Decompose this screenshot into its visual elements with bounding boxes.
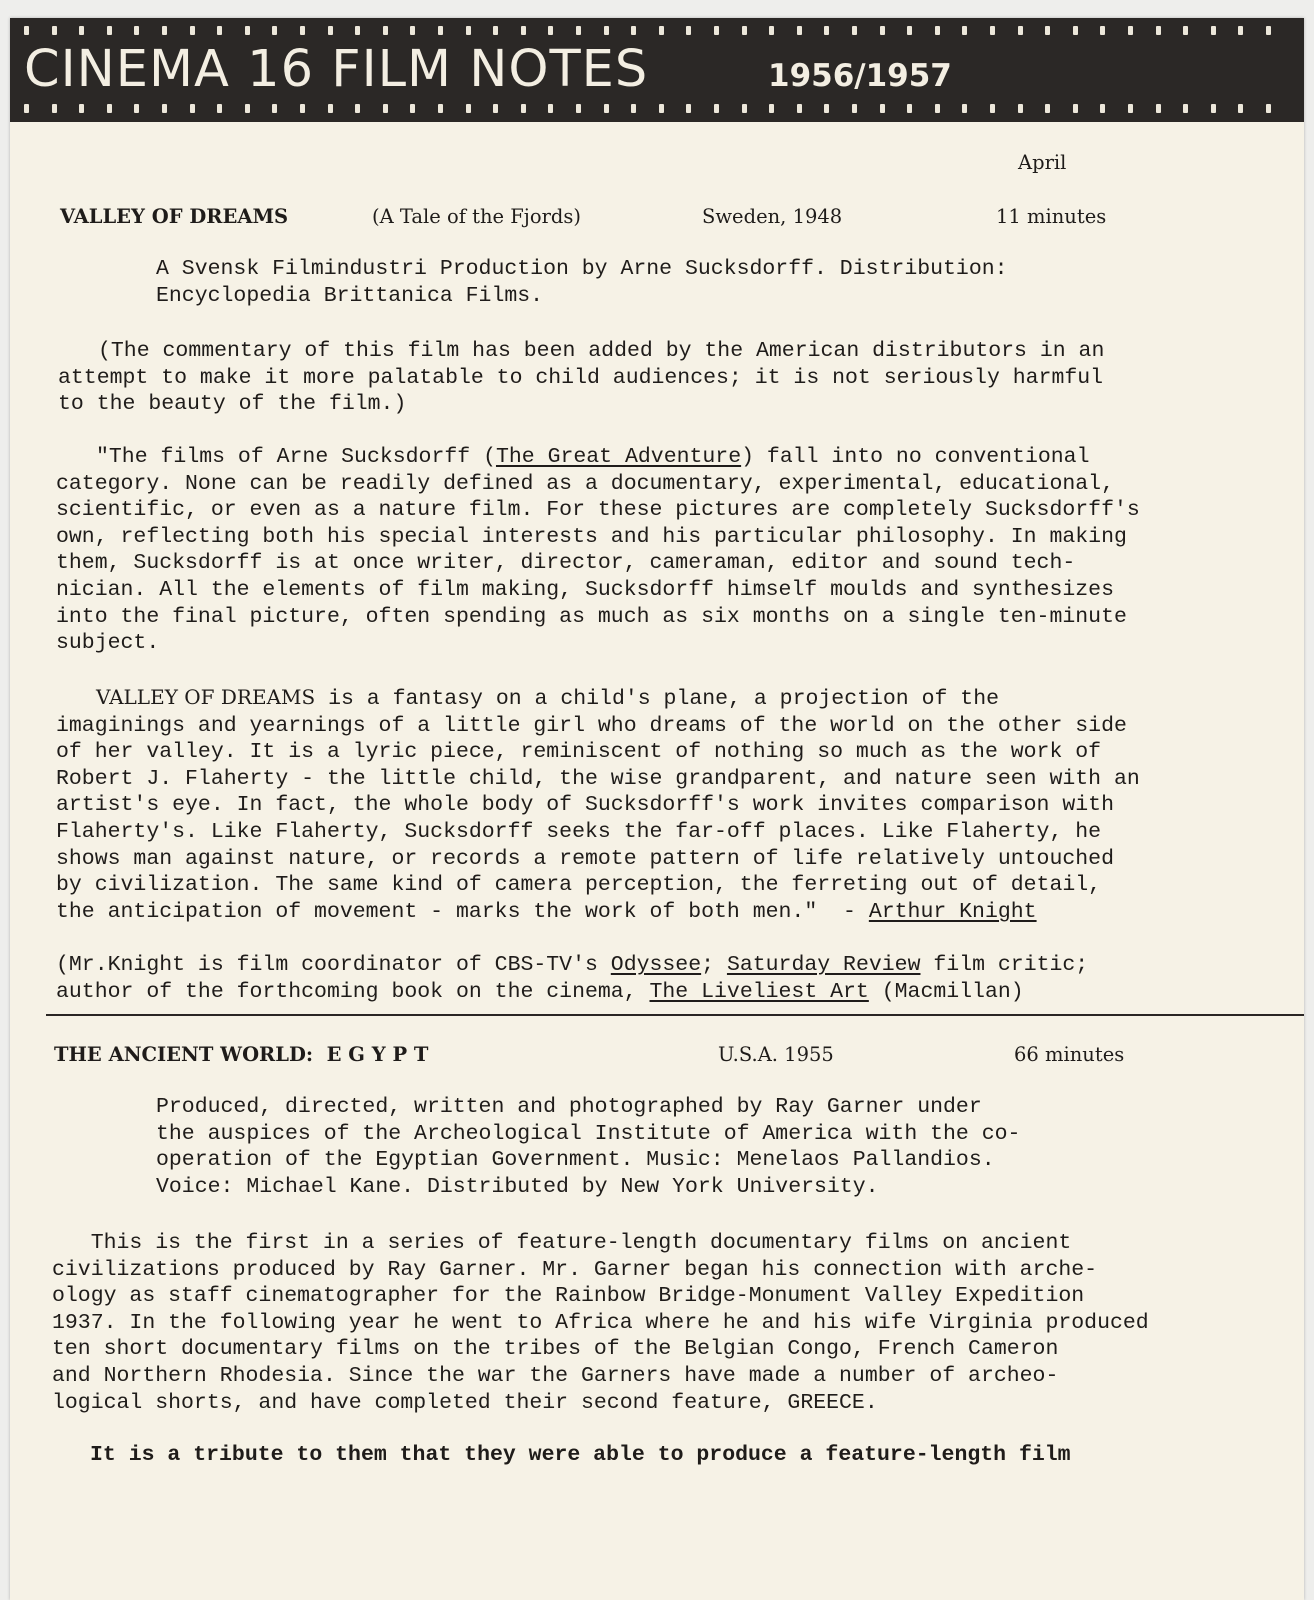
perforation-hole [742,26,747,35]
knight-quote-paragraph-1 [56,444,1140,657]
body-line: civilizations produced by Ray Garner. Mr. Garner began his connection with arche- [52,1257,1098,1282]
perforation-hole [272,26,277,35]
perforation-hole [576,26,581,35]
credits-line: operation of the Egyptian Government. Music: Menelaos Pallandios. [156,1148,995,1173]
author-note-line [56,979,1088,1006]
perforation-hole [162,104,167,113]
tv-show-reference: Odyssee [610,953,702,977]
quote-line: Flaherty's. Like Flaherty, Sucksdorff seeks the far-off places. Like Flaherty, he [56,819,1102,844]
perforation-hole [134,26,139,35]
perforation-hole [410,26,415,35]
perforation-hole [1183,104,1188,113]
perforation-hole [824,104,829,113]
perforation-hole [659,26,664,35]
quote-line: nician. All the elements of film making, Sucksdorff himself moulds and synthesizes [56,577,1114,602]
perforation-hole [604,26,609,35]
perforation-hole [1073,104,1078,113]
quote-line: by civilization. The same kind of camera perception, the ferreting out of detail, [56,873,1102,898]
section-divider [46,1014,1304,1016]
quote-line: artist's eye. In fact, the whole body of Sucksdorff's work invites comparison with [56,793,1114,818]
note-text: (Mr.Knight is film coordinator of CBS-TV's [56,953,611,977]
perforation-hole [300,104,305,113]
perforation-hole [383,26,388,35]
perforation-hole [714,26,719,35]
film-perforations-top [24,26,1294,36]
film-reference-great-adventure: The Great Adventure [495,445,742,469]
author-note-line [56,952,1088,979]
quote-line: into the final picture, often spending as much as six months on a single ten-minute [56,604,1127,629]
perforation-hole [79,104,84,113]
film-notes-page [10,18,1304,1600]
film2-credits [156,1094,1020,1200]
perforation-hole [1100,104,1105,113]
header-banner [10,18,1304,122]
perforation-hole [852,104,857,113]
perforation-hole [328,104,333,113]
perforation-hole [962,26,967,35]
perforation-hole [880,104,885,113]
perforation-hole [714,104,719,113]
perforation-hole [686,26,691,35]
note-text: author of the forthcoming book on the cinema, [56,979,650,1004]
note-text: (Macmillan) [868,979,1024,1004]
perforation-hole [300,26,305,35]
perforation-hole [659,104,664,113]
quote-line: category. None can be readily defined as a documentary, experimental, educational, [56,471,1114,496]
film2-runtime: 66 minutes [1014,1043,1125,1066]
perforation-hole [797,26,802,35]
credits-line: Encyclopedia Brittanica Films. [156,283,544,308]
film1-title: VALLEY OF DREAMS [60,205,289,228]
note-line: (The commentary of this film has been added by the American distributors in an [98,339,1105,363]
perforation-hole [24,26,29,35]
perforation-hole [1100,26,1105,35]
perforation-hole [355,26,360,35]
quote-line: Robert J. Flaherty - the little child, the wise grandparent, and nature seen with an [56,766,1140,791]
perforation-hole [1211,26,1216,35]
perforation-hole [272,104,277,113]
commentary-note [58,338,1104,418]
body-line: logical shorts, and have completed their second feature, GREECE. [52,1390,878,1415]
perforation-hole [852,26,857,35]
perforation-hole [162,26,167,35]
perforation-hole [217,26,222,35]
book-reference: The Liveliest Art [649,979,869,1004]
film1-credits [156,256,1008,309]
quote-line: of her valley. It is a lyric piece, reminiscent of nothing so much as the work of [56,740,1102,765]
body-line: and Northern Rhodesia. Since the war the Garners have made a number of archeo- [52,1363,1059,1388]
perforation-hole [493,26,498,35]
film1-country-year: Sweden, 1948 [702,205,843,228]
quote-line [56,444,1140,471]
perforation-hole [1018,104,1023,113]
author-note [56,952,1088,1005]
film2-continuation-line: It is a tribute to them that they were able to produce a feature-length film [90,1443,1071,1467]
perforation-hole [1045,26,1050,35]
quote-line: scientific, or even as a nature film. For these pictures are completely Sucksdorff's [56,498,1140,523]
perforation-hole [742,104,747,113]
perforation-hole [107,26,112,35]
perforation-hole [990,26,995,35]
perforation-hole [1211,104,1216,113]
perforation-hole [631,26,636,35]
perforation-hole [1266,26,1271,35]
perforation-hole [410,104,415,113]
quote-text: "The films of Arne Sucksdorff ( [96,445,496,469]
perforation-hole [1238,104,1243,113]
perforation-hole [52,26,57,35]
quote-line: them, Sucksdorff is at once writer, director, cameraman, editor and sound tech- [56,551,1076,576]
quote-line: imaginings and yearnings of a little girl who dreams of the world on the other side [56,713,1127,738]
perforation-hole [604,104,609,113]
perforation-hole [548,26,553,35]
perforation-hole [686,104,691,113]
perforation-hole [1238,26,1243,35]
perforation-hole [438,104,443,113]
quote-text: the anticipation of movement - marks the work of both men." - [56,899,869,924]
perforation-hole [466,104,471,113]
film-perforations-bottom [24,104,1294,114]
season-label: 1956/1957 [768,58,952,94]
note-line: to the beauty of the film.) [58,392,407,417]
perforation-hole [1183,26,1188,35]
perforation-hole [383,104,388,113]
perforation-hole [245,104,250,113]
quote-line: own, reflecting both his special interests and his particular philosophy. In making [56,524,1127,549]
film2-title: THE ANCIENT WORLD: E G Y P T [54,1043,429,1066]
quote-line: shows man against nature, or records a remote pattern of life relatively untouched [56,846,1114,871]
credits-line: Produced, directed, written and photographed by Ray Garner under [156,1095,982,1119]
magazine-reference: Saturday Review [726,953,921,977]
quote-text: is a fantasy on a child's plane, a projection of the [315,687,1000,711]
film1-runtime: 11 minutes [996,205,1107,228]
perforation-hole [134,104,139,113]
perforation-hole [521,104,526,113]
perforation-hole [245,26,250,35]
note-line: attempt to make it more palatable to child audiences; it is not seriously harmful [58,365,1104,390]
perforation-hole [355,104,360,113]
quote-line [56,899,1140,926]
perforation-hole [769,104,774,113]
perforation-hole [990,104,995,113]
body-line: 1937. In the following year he went to Africa where he and his wife Virginia produced [52,1310,1149,1335]
perforation-hole [824,26,829,35]
perforation-hole [935,104,940,113]
perforation-hole [1073,26,1078,35]
perforation-hole [1266,104,1271,113]
perforation-hole [79,26,84,35]
perforation-hole [548,104,553,113]
note-text: film critic; [920,953,1089,977]
note-text: ; [701,953,727,977]
perforation-hole [1128,104,1133,113]
perforation-hole [1018,26,1023,35]
perforation-hole [880,26,885,35]
perforation-hole [190,26,195,35]
publication-title: CINEMA 16 FILM NOTES [24,40,649,99]
quote-line: subject. [56,631,160,656]
film-reference-valley-of-dreams: VALLEY OF DREAMS [96,685,316,709]
perforation-hole [24,104,29,113]
quote-line [56,684,1140,713]
perforation-hole [962,104,967,113]
knight-quote-paragraph-2 [56,684,1140,925]
perforation-hole [1156,104,1161,113]
perforation-hole [631,104,636,113]
perforation-hole [576,104,581,113]
body-line: This is the first in a series of feature-length documentary films on ancient [52,1231,1072,1255]
perforation-hole [521,26,526,35]
perforation-hole [797,104,802,113]
perforation-hole [52,104,57,113]
perforation-hole [1045,104,1050,113]
perforation-hole [466,26,471,35]
perforation-hole [217,104,222,113]
body-line: ten short documentary films on the tribes of the Belgian Congo, French Cameron [52,1337,1059,1362]
quote-text: ) fall into no conventional [741,445,1090,469]
perforation-hole [438,26,443,35]
perforation-hole [1156,26,1161,35]
perforation-hole [328,26,333,35]
perforation-hole [907,104,912,113]
perforation-hole [190,104,195,113]
credits-line: Voice: Michael Kane. Distributed by New York University. [156,1174,879,1199]
body-line: ology as staff cinematographer for the Rainbow Bridge-Monument Valley Expedition [52,1284,1085,1309]
perforation-hole [107,104,112,113]
quote-author: Arthur Knight [868,899,1037,924]
credits-line: the auspices of the Archeological Institute of America with the co- [156,1121,1021,1146]
perforation-hole [907,26,912,35]
film1-subtitle: (A Tale of the Fjords) [372,205,582,228]
perforation-hole [493,104,498,113]
perforation-hole [935,26,940,35]
film2-country-year: U.S.A. 1955 [718,1043,834,1066]
film2-description [52,1230,1149,1416]
perforation-hole [1128,26,1133,35]
perforation-hole [769,26,774,35]
month-label: April [1018,151,1067,174]
credits-line: A Svensk Filmindustri Production by Arne Sucksdorff. Distribution: [156,257,1008,281]
